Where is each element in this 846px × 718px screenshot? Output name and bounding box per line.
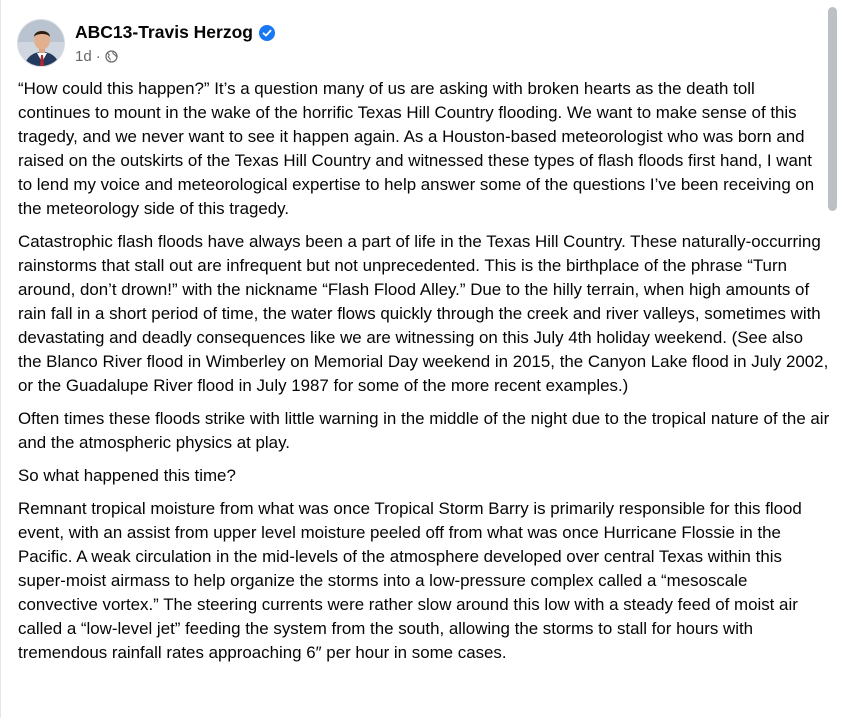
scrollbar-thumb[interactable] [828,7,837,211]
post-paragraph: “How could this happen?” It’s a question many of us are asking with broken hearts as the death toll continues to mount in the wake of the horrific Texas Hill Country flooding. We want to make sense of this tragedy, and we never want to see it happen again. As a Houston-based meteorologist who was born and raised on the outskirts of the Texas Hill Country and witnessed these types of flash floods first hand, I want to lend my voice and meteorological expertise to help answer some of the questions I’ve been receiving on the meteorology side of this tragedy. [18,79,815,218]
post-paragraph: Often times these floods strike with little warning in the middle of the night due to the tropical nature of the air and the atmospheric physics at play. [18,409,830,452]
post-paragraph: So what happened this time? [18,466,236,485]
avatar-portrait-icon [18,20,65,67]
post-body [18,77,830,674]
post-timestamp[interactable]: 1d [75,48,92,65]
author-avatar[interactable] [17,19,65,67]
post-header [17,19,797,67]
post-paragraph: Remnant tropical moisture from what was once Tropical Storm Barry is primarily responsible for this flood event, with an assist from upper level moisture peeled off from what was once Hurricane Flossie in the Pacific. A weak circulation in the mid-levels of the atmosphere developed over central Texas within this super-moist airmass to help organize the storms into a low-pressure complex called a “mesoscale convective vortex.” The steering currents were rather slow around this low with a steady feed of moist air called a “low-level jet” feeding the system from the south, allowing the storms to stall for hours with tremendous rainfall rates approaching 6″ per hour in some cases. [18,499,802,662]
globe-icon[interactable] [105,50,118,63]
post-paragraph: Catastrophic flash floods have always been a part of life in the Texas Hill Country. These naturally-occurring rainstorms that stall out are infrequent but not unprecedented. This is the birthplace of the phrase “Turn around, don’t drown!” with the nickname “Flash Flood Alley.” Due to the hilly terrain, when high amounts of rain fall in a short period of time, the water flows quickly through the creek and river valleys, sometimes with devastating and deadly consequences like we are witnessing on this July 4th holiday weekend. (See also the Blanco River flood in Wimberley on Memorial Day weekend in 2015, the Canyon Lake flood in July 2002, or the Guadalupe River flood in July 1987 for some of the more recent examples.) [18,232,829,395]
author-name[interactable]: ABC13-Travis Herzog [75,22,253,42]
verified-badge-icon [259,25,275,41]
meta-separator: · [95,48,101,65]
post-meta [75,48,118,65]
author-name-row [75,22,275,43]
